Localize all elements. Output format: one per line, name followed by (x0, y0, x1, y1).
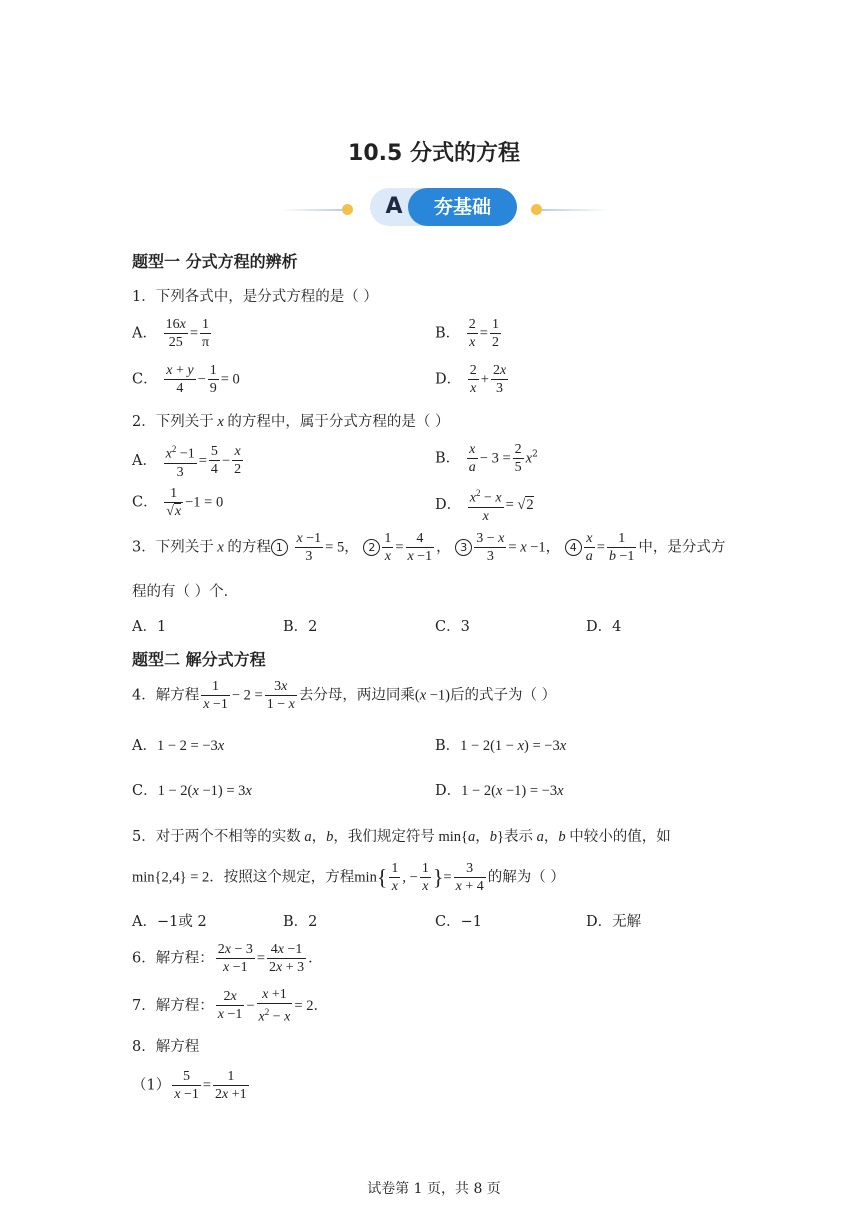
question-6: 6．解方程： $\frac{2x - 3}{x -1}$ = $\frac{4x -1}{2x + 3}$ ． (132, 942, 323, 975)
section-banner (280, 186, 610, 228)
q5-option-b: B．2 (283, 914, 318, 930)
q2-option-a: A． $\frac{x^2 -1}{3}$ = $\frac{5}{4}$ − $\frac{x}{2}$ (132, 441, 245, 481)
section-heading-2: 题型二 解分式方程 (132, 650, 266, 669)
question-3-stem: 3．下列关于 x 的方程 1 $\frac{x -1}{3}$ = 5， 2 $\frac{1}{x}$ = $\frac{4}{x -1}$ ， 3 $\frac{3 - x}{3}$ = x −1， 4 $\frac{x}{a}$ = $\frac{1}{b -1}$ 中，是分式方 (132, 531, 726, 564)
q1-label-b: B． (435, 325, 461, 342)
q4-option-b: B．1 − 2(1 − x) = −3x (435, 738, 567, 754)
banner-dot-right (531, 204, 542, 215)
q1-option-b: B． $\frac{2}{x}$ = $\frac{1}{2}$ (435, 317, 499, 350)
banner-label: 夯基础 (408, 188, 517, 226)
circled-2-icon: 2 (363, 539, 380, 556)
banner-dot-left (342, 204, 353, 215)
q2-option-b: B． $\frac{x}{a}$ − 3 = $\frac{2}{5}$ $x^2$ (435, 442, 538, 475)
question-7: 7．解方程： $\frac{2x}{x -1}$ − $\frac{x +1}{x^2 - x}$ = 2． (132, 987, 328, 1025)
q5-option-d: D．无解 (586, 914, 642, 930)
q5-option-a: A．−1或 2 (132, 914, 207, 930)
banner-line-right (542, 209, 610, 211)
q1-option-c: C． $\frac{x + y}{4}$ − $\frac{1}{9}$ = 0 (132, 363, 240, 396)
circled-4-icon: 4 (565, 539, 582, 556)
question-3-line2: 程的有（ ）个． (132, 584, 239, 600)
question-5-line1: 5．对于两个不相等的实数 a，b，我们规定符号 min{a，b}表示 a，b 中较小的值，如 (132, 829, 671, 845)
question-2-stem: 2．下列关于 x 的方程中，属于分式方程的是（ ） (132, 414, 450, 430)
q4-option-d: D．1 − 2(x −1) = −3x (435, 783, 564, 799)
question-8-stem: 8．解方程 (132, 1039, 200, 1055)
q4-label-b: B． (435, 738, 461, 754)
q1-label-d: D． (435, 371, 462, 388)
q4-label-d: D． (435, 783, 462, 799)
q2-label-a: A． (132, 452, 157, 469)
q1-label-c: C． (132, 371, 158, 388)
question-8-part-1: （1） $\frac{5}{x -1}$ = $\frac{1}{2x +1}$ (132, 1069, 247, 1102)
q2-label-c: C． (132, 494, 158, 511)
question-1-stem: 1．下列各式中，是分式方程的是（ ） (132, 289, 378, 305)
q5-option-c: C．−1 (435, 914, 482, 930)
page-footer: 试卷第 1 页，共 8 页 (367, 1181, 501, 1197)
page-title: 10.5 分式的方程 (348, 141, 520, 166)
q2-option-c: C． $\frac{1}{√x}$ −1 = 0 (132, 486, 224, 519)
q4-label-a: A． (132, 738, 157, 754)
q4-label-c: C． (132, 783, 158, 799)
q1-option-a: A． $\frac{16x}{25}$ = $\frac{1}{\pi}$ (132, 317, 210, 350)
banner-pill (370, 188, 517, 226)
banner-letter: A (385, 194, 403, 219)
q3-option-c: C．3 (435, 619, 470, 635)
q3-option-d: D．4 (586, 619, 622, 635)
q3-option-b: B．2 (283, 619, 318, 635)
q2-label-d: D． (435, 496, 462, 513)
section-heading-1: 题型一 分式方程的辨析 (132, 252, 298, 271)
q3-option-a: A．1 (132, 619, 167, 635)
q4-option-a: A．1 − 2 = −3x (132, 738, 225, 754)
question-5-line2: min{2,4} = 2．按照这个规定，方程min{ $\frac{1}{x}$ , − $\frac{1}{x}$ }= $\frac{3}{x + 4}$ 的解为（ ） (132, 861, 565, 894)
q1-option-d: D． $\frac{2}{x}$ + $\frac{2x}{3}$ (435, 363, 507, 396)
circled-1-icon: 1 (271, 539, 288, 556)
circled-3-icon: 3 (455, 539, 472, 556)
q2-label-b: B． (435, 450, 461, 467)
question-4-stem: 4．解方程 $\frac{1}{x -1}$ − 2 = $\frac{3x}{1 - x}$ 去分母，两边同乘(x −1)后的式子为（ ） (132, 679, 557, 712)
q2-option-d: D． $\frac{x^2 - x}{x}$ = √2 (435, 485, 534, 525)
q1-label-a: A． (132, 325, 157, 342)
q4-option-c: C．1 − 2(x −1) = 3x (132, 783, 252, 799)
banner-line-left (280, 209, 342, 211)
